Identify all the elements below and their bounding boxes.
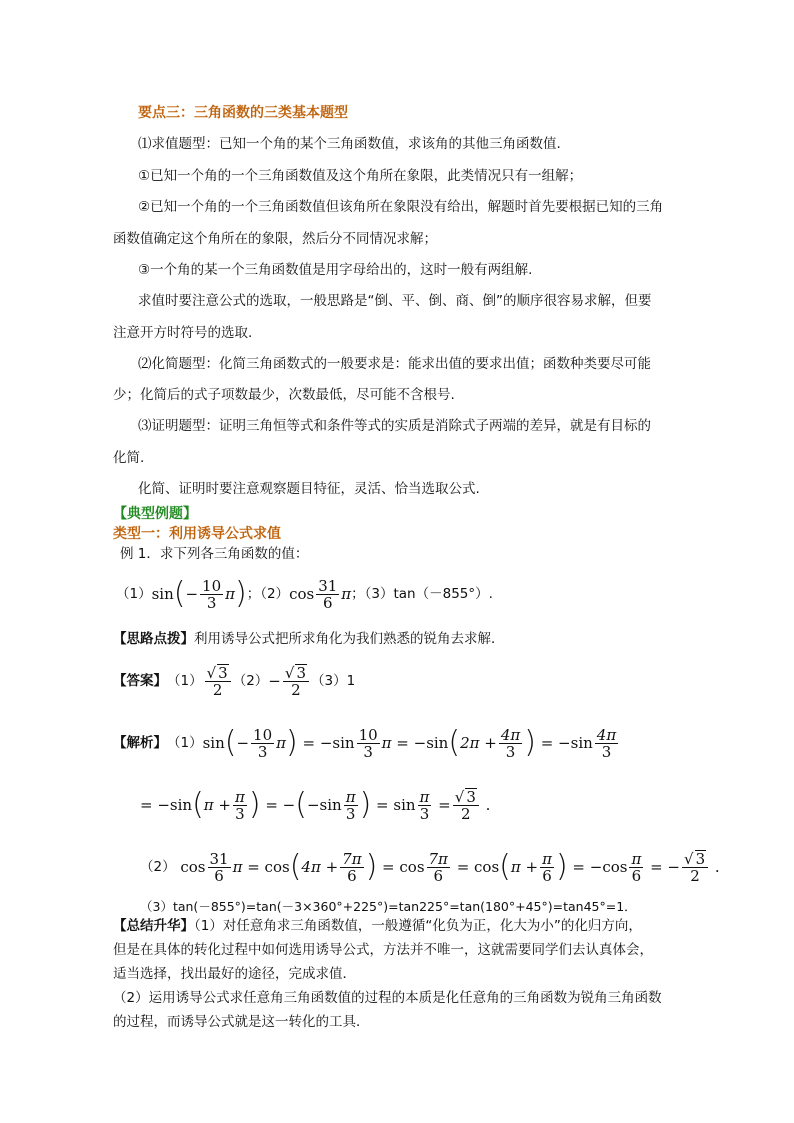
paragraph: 求值时要注意公式的选取，一般思路是“倒、平、倒、商、倒”的顺序很容易求解，但要 [138, 293, 652, 309]
solution-line-4: （3）tan(－855°)=tan(－3×360°+225°)=tan225°=tan(180°+45°)=tan45°=1． [140, 899, 637, 914]
section-heading: 要点三：三角函数的三类基本题型 [138, 105, 348, 121]
paragraph: 化简、证明时要注意观察题目特征，灵活、恰当选取公式. [138, 481, 480, 497]
solution-line-3: （2） cos $\frac{31}{6}$ π = cos ( 4π + $\frac{7\pi}{6}$ ) = cos $\frac{7\pi}{6}$ = cos ( π + $\frac{\pi}{6}$ ) = −cos $\frac{\pi}{6}$ = − $\frac{√ 3}{2}$ . [140, 849, 720, 885]
paragraph: 函数值确定这个角所在的象限，然后分不同情况求解； [113, 231, 437, 247]
paragraph: 少；化简后的式子项数最少，次数最低，尽可能不含根号. [113, 387, 455, 403]
hint-label: 【思路点拨】 [113, 631, 194, 647]
examples-heading: 【典型例题】 [113, 506, 197, 522]
example-title: 例 1．求下列各三角函数的值： [120, 546, 309, 562]
paragraph: ⑶证明题型：证明三角恒等式和条件等式的实质是消除式子两端的差异，就是有目标的 [138, 418, 651, 434]
answer-line: 【答案】 （1） $\frac{√ 3}{2}$ （2） − $\frac{√ 3}{2}$ （3）1 [113, 664, 356, 699]
paragraph: ②已知一个角的一个三角函数值但该角所在象限没有给出，解题时首先要根据已知的三角 [138, 199, 664, 215]
paragraph: ⑴求值题型：已知一个角的某个三角函数值，求该角的其他三角函数值. [138, 136, 561, 152]
paragraph: ⑵化简题型：化简三角函数式的一般要求是：能求出值的要求出值；函数种类要尽可能 [138, 356, 651, 372]
paragraph: （2）运用诱导公式求任意角三角函数值的过程的本质是化任意角的三角函数为锐角三角函数 [113, 990, 662, 1006]
summary-label: 【总结升华】 [113, 918, 194, 934]
paragraph: 但是在具体的转化过程中如何选用诱导公式，方法并不唯一，这就需要同学们去认真体会， [113, 942, 653, 958]
paragraph: 的过程，而诱导公式就是这一转化的工具． [113, 1014, 370, 1030]
question-line: （1） sin ( − $\frac{10}{3}$ π ) ；（2） cos $\frac{31}{6}$ π ；（3）tan（－855°）. [116, 576, 493, 612]
paragraph: 注意开方时符号的选取. [113, 325, 253, 341]
solution-line-1: 【解析】 （1） sin ( − $\frac{10}{3}$ π ) = −sin $\frac{10}{3}$ π = −sin ( 2π + $\frac{4\pi}{3}$ ) = −sin $\frac{4\pi}{3}$ [113, 725, 617, 761]
summary-line: 【总结升华】（1）对任意角求三角函数值，一般遵循“化负为正，化大为小”的化归方向， [113, 918, 642, 934]
paragraph: ③一个角的某一个三角函数值是用字母给出的，这时一般有两组解. [138, 262, 533, 278]
type-heading: 类型一：利用诱导公式求值 [113, 526, 281, 542]
hint-line: 【思路点拨】利用诱导公式把所求角化为我们熟悉的锐角去求解． [113, 631, 505, 647]
paragraph: 化简. [113, 450, 145, 466]
paragraph: ①已知一个角的一个三角函数值及这个角所在象限，此类情况只有一组解； [138, 168, 583, 184]
paragraph: 适当选择，找出最好的途径，完成求值． [113, 966, 356, 982]
solution-line-2: = −sin ( π + $\frac{\pi}{3}$ ) = − ( −sin $\frac{\pi}{3}$ ) = sin $\frac{\pi}{3}$ = $\frac{√ 3}{2}$ . [140, 787, 491, 823]
